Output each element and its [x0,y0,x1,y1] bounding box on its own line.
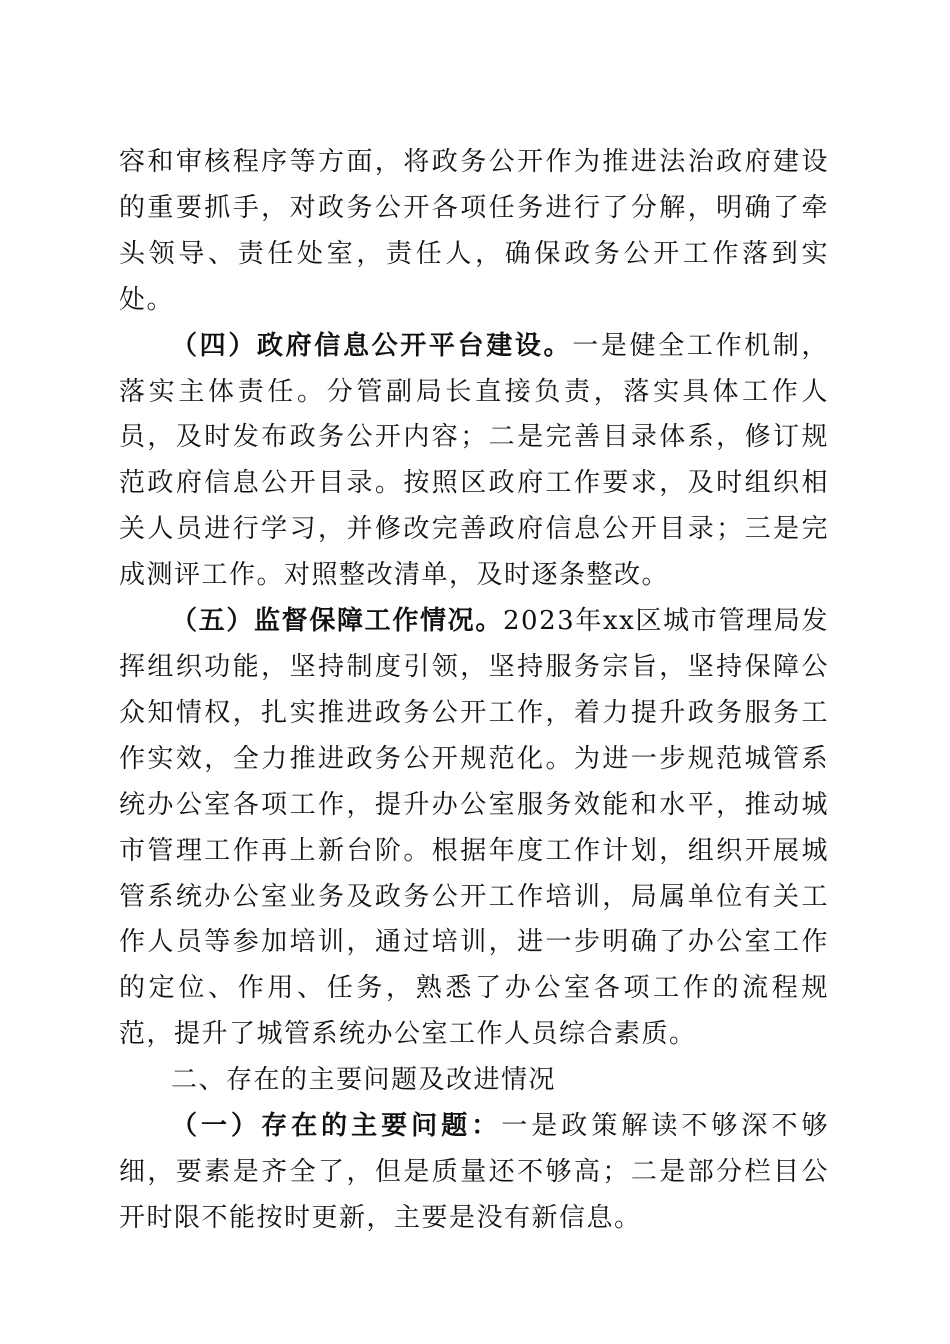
paragraph-platform-construction [119,324,829,599]
paragraph-title: （四）政府信息公开平台建设。 [171,330,573,361]
paragraph-title: （一）存在的主要问题： [171,1111,502,1142]
paragraph-title: （五）监督保障工作情况。 [171,606,503,637]
paragraph-body: 一是政策解读不够深不够细，要素是齐全了，但是质量还不够高；二是部分栏目公开时限不能按时更新，主要是没有新信息。 [119,1111,829,1233]
document-body [119,140,829,1242]
section-heading: 二、存在的主要问题及改进情况 [171,1065,557,1096]
paragraph-body: 一是健全工作机制，落实主体责任。分管副局长直接负责，落实具体工作人员，及时发布政务公开内容；二是完善目录体系，修订规范政府信息公开目录。按照区政府工作要求，及时组织相关人员进行学习，并修改完善政府信息公开目录；三是完成测评工作。对照整改清单，及时逐条整改。 [119,330,829,591]
paragraph-continuation: 容和审核程序等方面，将政务公开作为推进法治政府建设的重要抓手，对政务公开各项任务进行了分解，明确了牵头领导、责任处室，责任人，确保政务公开工作落到实处。 [119,147,829,315]
paragraph-supervision [119,599,829,1058]
paragraph-body: 2023年xx区城市管理局发挥组织功能，坚持制度引领，坚持服务宗旨，坚持保障公众知情权，扎实推进政务公开工作，着力提升政务服务工作实效，全力推进政务公开规范化。为进一步规范城管系统办公室各项工作，提升办公室服务效能和水平，推动城市管理工作再上新台阶。根据年度工作计划，组织开展城管系统办公室业务及政务公开工作培训，局属单位有关工作人员等参加培训，通过培训，进一步明确了办公室工作的定位、作用、任务，熟悉了办公室各项工作的流程规范，提升了城管系统办公室工作人员综合素质。 [119,606,829,1050]
paragraph-main-problems [119,1104,829,1242]
